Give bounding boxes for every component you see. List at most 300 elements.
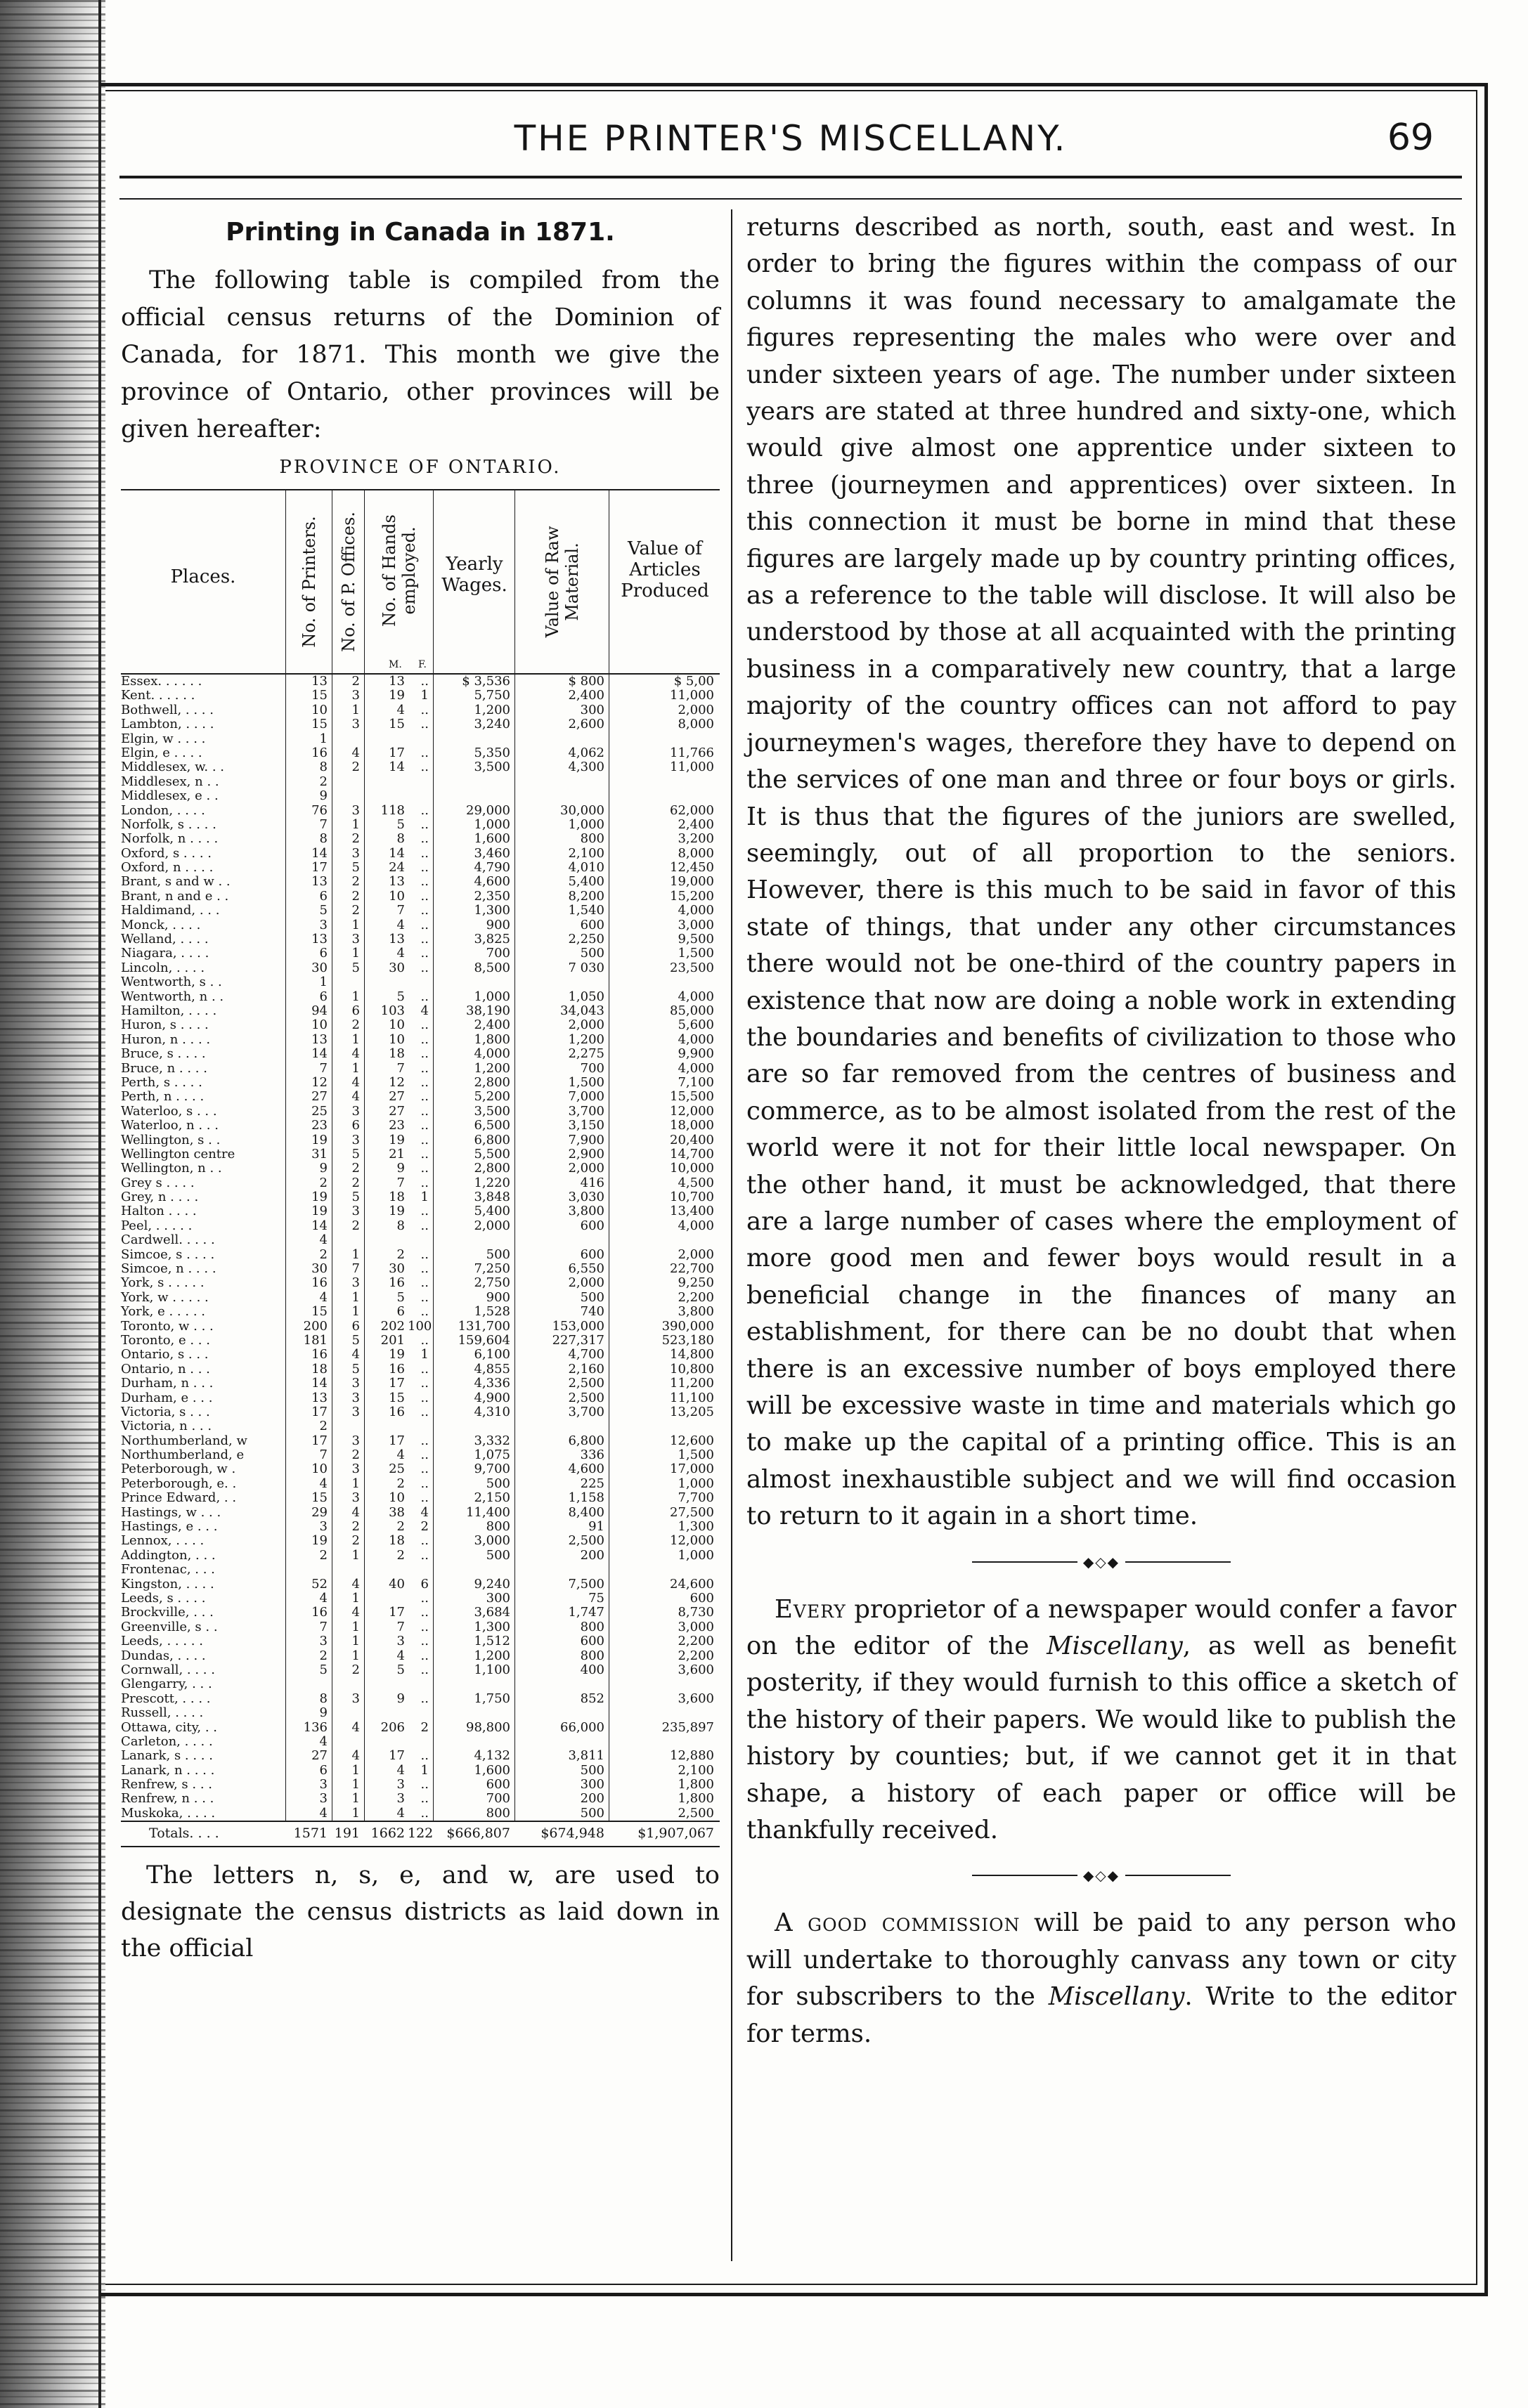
cell-raw: 4,700 — [568, 1347, 604, 1362]
cell-wages: 9,240 — [474, 1576, 510, 1592]
cell-printers: 4 — [319, 1733, 328, 1749]
cell-offices: 1 — [351, 1031, 360, 1047]
cell-value: 3,600 — [678, 1691, 714, 1706]
cell-printers: 3 — [319, 1519, 328, 1535]
cell-female: .. — [420, 745, 429, 760]
table-row — [121, 1549, 720, 1563]
cell-value: 2,000 — [678, 702, 714, 717]
cell-printers: 14 — [311, 1376, 328, 1391]
table-row — [121, 1047, 720, 1061]
cell-value: 7,100 — [678, 1074, 714, 1090]
cell-place: Brant, s and w . . — [121, 874, 231, 890]
cell-raw: 2,160 — [568, 1361, 604, 1377]
table-row — [121, 1807, 720, 1821]
cell-offices: 4 — [351, 1605, 360, 1620]
table-row — [121, 1147, 720, 1161]
table-header — [121, 489, 720, 675]
cell-raw: 8,200 — [568, 888, 604, 904]
table-row — [121, 746, 720, 760]
cell-printers: 6 — [319, 946, 328, 961]
cell-female: .. — [420, 1433, 429, 1448]
cell-offices: 4 — [351, 745, 360, 760]
cell-value: 12,450 — [670, 860, 714, 876]
cell-male: 2 — [396, 1476, 405, 1491]
cell-raw: 75 — [588, 1591, 604, 1606]
cell-offices: 1 — [351, 946, 360, 961]
cell-value: 235,897 — [661, 1719, 714, 1735]
cell-printers: 2 — [319, 1547, 328, 1563]
cell-wages: 159,604 — [458, 1332, 510, 1348]
cell-printers: 13 — [311, 1031, 328, 1047]
cell-wages: 2,350 — [474, 888, 510, 904]
cell-place: Wentworth, s . . — [121, 975, 222, 990]
cell-male: 18 — [389, 1533, 405, 1549]
cell-male: 13 — [389, 932, 405, 947]
notice-history — [746, 1592, 1456, 1849]
table-row — [121, 1634, 720, 1648]
cell-male: 4 — [396, 702, 405, 717]
cell-printers: 7 — [319, 1619, 328, 1634]
table-caption: PROVINCE OF ONTARIO. — [279, 457, 562, 478]
cell-printers: 13 — [311, 674, 328, 689]
cell-wages: 5,350 — [474, 745, 510, 760]
cell-place: Perth, n . . . . — [121, 1089, 205, 1105]
table-row — [121, 1190, 720, 1204]
cell-printers: 14 — [311, 845, 328, 861]
cell-value: 2,200 — [678, 1634, 714, 1649]
cell-offices: 3 — [351, 1691, 360, 1706]
cell-printers: 6 — [319, 888, 328, 904]
cell-printers: 13 — [311, 1390, 328, 1405]
cell-value: 10,000 — [670, 1161, 714, 1176]
cell-wages: 4,855 — [474, 1361, 510, 1377]
cell-place: Ottawa, city, . . — [121, 1719, 217, 1735]
cell-place: Brockville, . . . — [121, 1605, 214, 1620]
cell-male: 4 — [396, 917, 405, 932]
cell-offices: 1 — [351, 702, 360, 717]
cell-value: 3,800 — [678, 1304, 714, 1320]
cell-raw: 1,200 — [568, 1031, 604, 1047]
cell-female: .. — [420, 1332, 429, 1348]
cell-offices: 1 — [351, 1247, 360, 1262]
totals-label: Totals. . . . — [149, 1825, 219, 1842]
left-column — [121, 209, 720, 1967]
cell-female: .. — [420, 1204, 429, 1219]
cell-value: 9,900 — [678, 1046, 714, 1062]
cell-offices: 4 — [351, 1074, 360, 1090]
cell-male: 202 — [380, 1318, 405, 1334]
cell-wages: 5,200 — [474, 1089, 510, 1105]
cell-male: 8 — [396, 831, 405, 847]
cell-place: Grey, n . . . . — [121, 1190, 199, 1205]
cell-value: 12,880 — [670, 1748, 714, 1764]
cell-printers: 9 — [319, 1705, 328, 1721]
header-hands-cell — [364, 490, 434, 673]
cell-offices: 3 — [351, 1390, 360, 1405]
totals-offices: 191 — [334, 1825, 360, 1842]
cell-value: 1,500 — [678, 1447, 714, 1463]
cell-raw: 2,000 — [568, 1275, 604, 1291]
cell-female: .. — [420, 1748, 429, 1764]
notice-history-lead: Every — [775, 1594, 846, 1624]
cell-value: 4,500 — [678, 1175, 714, 1190]
cell-printers: 3 — [319, 1791, 328, 1807]
notice-commission — [746, 1905, 1456, 2052]
cell-female: 2 — [420, 1719, 429, 1735]
cell-place: Leeds, . . . . . — [121, 1634, 203, 1649]
cell-offices: 5 — [351, 1190, 360, 1205]
cell-place: Middlesex, w. . . — [121, 760, 225, 775]
cell-male: 13 — [389, 674, 405, 689]
cell-male: 17 — [389, 1433, 405, 1448]
notice-commission-lead: A good commission — [775, 1908, 1021, 1938]
cell-female: .. — [420, 1089, 429, 1105]
cell-wages: 98,800 — [466, 1719, 510, 1735]
cell-raw: 336 — [580, 1447, 604, 1463]
cell-female: 1 — [420, 688, 429, 703]
cell-raw: 600 — [580, 1218, 604, 1233]
cell-offices: 2 — [351, 1519, 360, 1535]
cell-offices: 3 — [351, 1275, 360, 1291]
table-row — [121, 1520, 720, 1534]
cell-raw: 300 — [580, 702, 604, 717]
cell-printers: 29 — [311, 1504, 328, 1520]
cell-raw: 8,400 — [568, 1504, 604, 1520]
cell-female: .. — [420, 717, 429, 732]
cell-wages: 1,600 — [474, 831, 510, 847]
cell-wages: 38,190 — [466, 1003, 510, 1018]
cell-wages: 29,000 — [466, 802, 510, 818]
header-printers-cell — [285, 490, 332, 673]
cell-value: 3,200 — [678, 831, 714, 847]
cell-value: $ 5,00 — [673, 674, 714, 689]
cell-value: 23,500 — [670, 960, 714, 975]
table-row — [121, 918, 720, 932]
cell-wages: 1,200 — [474, 702, 510, 717]
article-continuation: returns described as north, south, east and west. In order to bring the figures within the compass of our columns it was found necessary to amalgamate the figures representing the males who were over and under sixteen years of age. The number under sixteen years are stated at three hundred and sixty-one, which would give almost one apprentice under sixteen to three (journeymen and apprentices) over sixteen. In this connection it must be borne in mind that these figures are largely made up by country printing offices, as a reference to the table will disclose. It will also be understood by those at all acquainted with the printing business in a comparatively new country, that a large majority of the country offices can not afford to pay journeymen's wages, therefore they have to depend on the services of one man and three or four boys or girls. It is thus that the figures of the juniors are swelled, seemingly, out of all proportion to the seniors. However, there is this much to be said in favor of this state of things, that under any other circumstances there would not be one-third of the country papers in existence that now are doing a noble work in extending the boundaries and benefits of civilization to those who are so far removed from the centres of business and commerce, as to be almost isolated from the rest of the world were it not for their little local newspaper. On the other hand, it must be acknowledged, that there are a large number of cases where the employment of more good men and fewer boys would result in a beneficial change in the finances of many an establishment, for there can be no doubt that when there is an excessive number of boys employed there will be excessive waste in time and materials which go to make up the capital of a printing office. This is an almost inexhaustible subject and we will find occasion to return to it again in a short time. — [746, 213, 1456, 1531]
cell-offices: 1 — [351, 1619, 360, 1634]
table-row — [121, 1062, 720, 1076]
notice-history-text-b: , as well as benefit posterity, if they would furnish to this office a sketch of the history of their papers. We would like to publish the history by counties; but, if we cannot get it in that shape, a history of each paper or office will be thankfully received. — [746, 1632, 1456, 1845]
cell-raw: 66,000 — [560, 1719, 604, 1735]
cell-value: 4,000 — [678, 989, 714, 1004]
table-row — [121, 1248, 720, 1262]
cell-wages: 8,500 — [474, 960, 510, 975]
cell-offices: 2 — [351, 1447, 360, 1463]
cell-raw: 1,050 — [568, 989, 604, 1004]
cell-offices: 2 — [351, 1533, 360, 1549]
cell-printers: 7 — [319, 1060, 328, 1076]
cell-wages: 1,200 — [474, 1648, 510, 1663]
table-row — [121, 732, 720, 746]
cell-offices: 1 — [351, 1476, 360, 1491]
table-row — [121, 1721, 720, 1735]
cell-female: .. — [420, 1046, 429, 1062]
cell-wages: 500 — [486, 1247, 510, 1262]
cell-wages: 4,310 — [474, 1404, 510, 1419]
cell-wages: 5,500 — [474, 1146, 510, 1161]
cell-wages: 6,800 — [474, 1132, 510, 1147]
page-number: 69 — [1387, 117, 1434, 159]
cell-raw: 225 — [580, 1476, 604, 1491]
cell-place: Peel, . . . . . — [121, 1218, 193, 1233]
cell-female: 6 — [420, 1576, 429, 1592]
cell-raw: 740 — [580, 1304, 604, 1320]
cell-value: 2,100 — [678, 1762, 714, 1778]
cell-value: 3,000 — [678, 917, 714, 932]
cell-wages: 1,000 — [474, 989, 510, 1004]
cell-printers: 17 — [311, 1433, 328, 1448]
table-row — [121, 875, 720, 889]
table-row — [121, 1391, 720, 1405]
totals-male: 1662 — [370, 1825, 405, 1842]
cell-place: Simcoe, n . . . . — [121, 1261, 216, 1277]
cell-male: 4 — [396, 1648, 405, 1663]
article-intro: The following table is compiled from the official census returns of the Dominion of Canada, for 1871. This month we give the province of Ontario, other provinces will be given hereafter: — [121, 266, 720, 443]
cell-female: .. — [420, 932, 429, 947]
masthead-rule-thin — [119, 198, 1462, 200]
table-row — [121, 1491, 720, 1505]
cell-place: Renfrew, s . . . — [121, 1777, 212, 1792]
cell-printers: 10 — [311, 702, 328, 717]
table-row — [121, 703, 720, 717]
cell-value: 15,500 — [670, 1089, 714, 1105]
cell-female: .. — [420, 1060, 429, 1076]
cell-printers: 31 — [311, 1146, 328, 1161]
cell-raw: 2,100 — [568, 845, 604, 861]
cell-offices: 1 — [351, 1304, 360, 1320]
cell-offices: 1 — [351, 1777, 360, 1792]
cell-value: 4,000 — [678, 1060, 714, 1076]
cell-offices: 5 — [351, 860, 360, 876]
cell-raw: 34,043 — [560, 1003, 604, 1018]
cell-offices: 2 — [351, 1662, 360, 1677]
cell-offices: 3 — [351, 845, 360, 861]
cell-printers: 25 — [311, 1103, 328, 1119]
cell-male: 201 — [380, 1332, 405, 1348]
cell-wages: 700 — [486, 1791, 510, 1807]
table-row — [121, 1692, 720, 1706]
cell-value: 20,400 — [670, 1132, 714, 1147]
cell-value: 17,000 — [670, 1462, 714, 1477]
cell-male: 16 — [389, 1275, 405, 1291]
cell-raw: 500 — [580, 1762, 604, 1778]
cell-value: 11,000 — [670, 760, 714, 775]
cell-value: 24,600 — [670, 1576, 714, 1592]
totals-printers: 1571 — [293, 1825, 328, 1842]
cell-place: Norfolk, n . . . . — [121, 831, 219, 847]
cell-place: Russell, . . . . — [121, 1705, 204, 1721]
table-row — [121, 1419, 720, 1433]
cell-male: 2 — [396, 1519, 405, 1535]
cell-raw: 4,010 — [568, 860, 604, 876]
cell-raw: 3,800 — [568, 1204, 604, 1219]
cell-male: 30 — [389, 960, 405, 975]
table-body — [121, 675, 720, 1821]
cell-printers: 17 — [311, 860, 328, 876]
cell-raw: 6,800 — [568, 1433, 604, 1448]
cell-male: 4 — [396, 946, 405, 961]
cell-printers: 7 — [319, 1447, 328, 1463]
cell-wages: 4,132 — [474, 1748, 510, 1764]
cell-female: .. — [420, 1634, 429, 1649]
cell-value: 11,100 — [670, 1390, 714, 1405]
cell-offices: 1 — [351, 1289, 360, 1305]
cell-place: Middlesex, e . . — [121, 788, 219, 804]
cell-male: 19 — [389, 1132, 405, 1147]
cell-male: 15 — [389, 1390, 405, 1405]
cell-offices: 4 — [351, 1576, 360, 1592]
cell-printers: 76 — [311, 802, 328, 818]
cell-raw: 500 — [580, 1805, 604, 1821]
table-row — [121, 675, 720, 689]
table-row — [121, 1377, 720, 1391]
cell-value: 8,000 — [678, 845, 714, 861]
cell-raw: 416 — [580, 1175, 604, 1190]
cell-male: 17 — [389, 1748, 405, 1764]
cell-printers: 15 — [311, 688, 328, 703]
cell-wages: 500 — [486, 1476, 510, 1491]
cell-raw: 4,300 — [568, 760, 604, 775]
header-printers: No. of Printers. — [299, 516, 319, 648]
cell-wages: 3,240 — [474, 717, 510, 732]
header-places: Places. — [170, 566, 236, 587]
cell-wages: 1,528 — [474, 1304, 510, 1320]
cell-printers: 30 — [311, 960, 328, 975]
cell-place: Niagara, . . . . — [121, 946, 209, 961]
cell-place: Toronto, w . . . — [121, 1318, 214, 1334]
cell-female: .. — [420, 888, 429, 904]
cell-place: Lanark, n . . . . — [121, 1762, 215, 1778]
cell-value: 18,000 — [670, 1118, 714, 1133]
cell-raw: 7 030 — [568, 960, 604, 975]
cell-value: 10,700 — [670, 1190, 714, 1205]
cell-value: 8,730 — [678, 1605, 714, 1620]
table-column-rule — [433, 675, 434, 1821]
cell-male: 14 — [389, 760, 405, 775]
cell-male: 23 — [389, 1118, 405, 1133]
cell-place: Elgin, e . . . . — [121, 745, 202, 760]
cell-wages: 3,848 — [474, 1190, 510, 1205]
cell-raw: 400 — [580, 1662, 604, 1677]
cell-female: .. — [420, 1404, 429, 1419]
cell-printers: 1 — [319, 975, 328, 990]
cell-place: Simcoe, s . . . . — [121, 1247, 215, 1262]
totals-value: $1,907,067 — [637, 1825, 714, 1842]
cell-male: 25 — [389, 1462, 405, 1477]
cell-raw: 852 — [580, 1691, 604, 1706]
cell-place: Hamilton, . . . . — [121, 1003, 217, 1018]
cell-raw: 700 — [580, 1060, 604, 1076]
cell-place: Victoria, n . . . — [121, 1419, 212, 1434]
table-row — [121, 1033, 720, 1047]
table-row — [121, 804, 720, 818]
cell-male: 18 — [389, 1046, 405, 1062]
cell-wages: 2,800 — [474, 1161, 510, 1176]
table-row — [121, 1348, 720, 1362]
cell-female: 4 — [420, 1504, 429, 1520]
cell-place: Leeds, s . . . . — [121, 1591, 206, 1606]
cell-wages: 1,200 — [474, 1060, 510, 1076]
header-raw: Value of Raw Material. — [543, 526, 582, 638]
cell-place: Norfolk, s . . . . — [121, 816, 216, 832]
cell-place: Muskoka, . . . . — [121, 1805, 216, 1821]
cell-female: .. — [420, 1777, 429, 1792]
cell-value: 11,766 — [670, 745, 714, 760]
cell-wages: 2,750 — [474, 1275, 510, 1291]
cell-male: 17 — [389, 745, 405, 760]
cell-male: 27 — [389, 1089, 405, 1105]
cell-printers: 200 — [303, 1318, 328, 1334]
cell-offices: 3 — [351, 1433, 360, 1448]
cell-raw: 4,600 — [568, 1462, 604, 1477]
cell-printers: 4 — [319, 1591, 328, 1606]
cell-female: .. — [420, 960, 429, 975]
cell-female: .. — [420, 1132, 429, 1147]
cell-value: 2,200 — [678, 1289, 714, 1305]
right-column — [746, 209, 1456, 2052]
cell-female: .. — [420, 1031, 429, 1047]
table-row — [121, 1320, 720, 1334]
cell-female: .. — [420, 1289, 429, 1305]
cell-female: .. — [420, 1218, 429, 1233]
cell-female: .. — [420, 946, 429, 961]
cell-male: 7 — [396, 1060, 405, 1076]
cell-value: 15,200 — [670, 888, 714, 904]
cell-printers: 1 — [319, 731, 328, 746]
cell-male: 30 — [389, 1261, 405, 1277]
cell-wages: 900 — [486, 917, 510, 932]
cell-male: 10 — [389, 888, 405, 904]
cell-printers: 2 — [319, 1648, 328, 1663]
table-row — [121, 1534, 720, 1548]
cell-wages: 500 — [486, 1547, 510, 1563]
table-row — [121, 946, 720, 961]
cell-printers: 15 — [311, 717, 328, 732]
cell-wages: 11,400 — [466, 1504, 510, 1520]
cell-raw: 2,000 — [568, 1017, 604, 1033]
cell-printers: 2 — [319, 1175, 328, 1190]
cell-raw: 1,540 — [568, 903, 604, 918]
cell-place: Wellington, s . . — [121, 1132, 221, 1147]
cell-offices: 6 — [351, 1003, 360, 1018]
table-row — [121, 932, 720, 946]
cell-place: Wellington centre — [121, 1146, 235, 1161]
cell-female: .. — [420, 1533, 429, 1549]
cell-value: 3,000 — [678, 1619, 714, 1634]
cell-offices: 1 — [351, 1547, 360, 1563]
cell-female: .. — [420, 816, 429, 832]
cell-female: .. — [420, 989, 429, 1004]
cell-printers: 8 — [319, 760, 328, 775]
cell-wages: 2,000 — [474, 1218, 510, 1233]
cell-offices: 1 — [351, 1634, 360, 1649]
header-places-cell — [121, 490, 285, 673]
cell-raw: 200 — [580, 1791, 604, 1807]
cell-printers: 8 — [319, 831, 328, 847]
cell-printers: 19 — [311, 1204, 328, 1219]
table-row — [121, 1362, 720, 1377]
cell-printers: 12 — [311, 1074, 328, 1090]
cell-wages: 3,684 — [474, 1605, 510, 1620]
cell-place: Bruce, s . . . . — [121, 1046, 206, 1062]
cell-place: Northumberland, w — [121, 1433, 247, 1448]
cell-value: 10,800 — [670, 1361, 714, 1377]
table-row — [121, 1577, 720, 1592]
cell-male: 5 — [396, 1289, 405, 1305]
cell-value: 2,000 — [678, 1247, 714, 1262]
publication-title: THE PRINTER'S MISCELLANY. — [514, 118, 1068, 159]
